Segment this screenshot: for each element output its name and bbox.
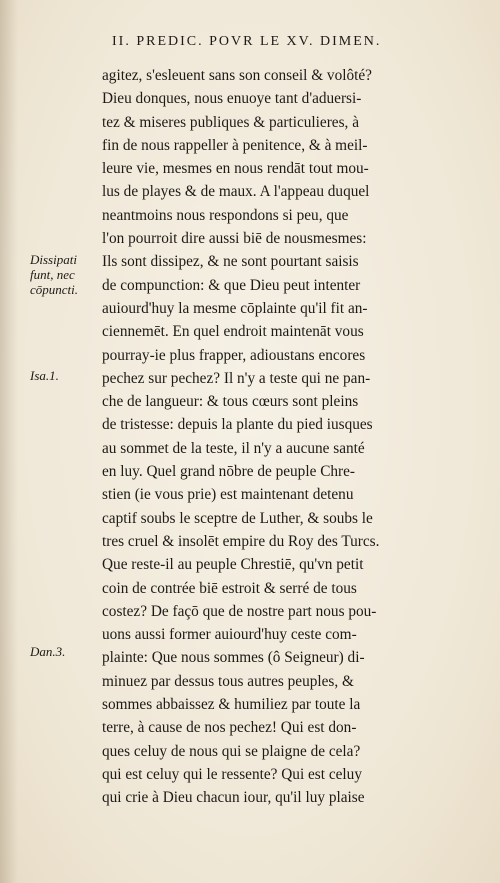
text-line: leure vie, mesmes en nous rendāt tout mou- [102, 160, 369, 178]
text-line: auiourd'huy la mesme cōplainte qu'il fit an- [102, 299, 368, 317]
text-line: ciennemēt. En quel endroit maintenāt vous [102, 323, 364, 341]
text-line: Que reste-il au peuple Chrestiē, qu'vn petit [102, 556, 364, 574]
text-line: lus de playes & de maux. A l'appeau duquel [102, 183, 370, 201]
text-line: de tristesse: depuis la plante du pied iusques [102, 416, 373, 434]
text-line: de compunction: & que Dieu peut intenter [102, 276, 361, 294]
text-line: sommes abbaissez & humiliez par toute la [102, 696, 361, 714]
body-text [102, 64, 472, 810]
spine-shadow [0, 0, 18, 883]
text-line: terre, à cause de nos pechez! Qui est don- [102, 719, 357, 737]
text-line: qui crie à Dieu chacun iour, qu'il luy plaise [102, 789, 365, 807]
text-line: agitez, s'esleuent sans son conseil & volôté? [102, 67, 372, 84]
text-line: captif soubs le sceptre de Luther, & soubs le [102, 509, 373, 527]
text-line: minuez par dessus tous autres peuples, & [102, 672, 354, 690]
text-line: tez & miseres publiques & particulieres, à [102, 113, 359, 131]
text-line: en luy. Quel grand nōbre de peuple Chre- [102, 463, 356, 481]
text-line: costez? De façō que de nostre part nous pou- [102, 602, 377, 620]
text-line: qui est celuy qui le ressente? Qui est celuy [102, 765, 362, 783]
margin-note-dissipati: Dissipati funt, nec cōpuncti. [30, 252, 79, 297]
margin-note-daniel: Dan.3. [30, 644, 66, 659]
text-line: plainte: Que nous sommes (ô Seigneur) di- [102, 649, 365, 667]
text-line: uons aussi former auiourd'huy ceste com- [102, 626, 357, 644]
text-line: pechez sur pechez? Il n'y a teste qui ne pan- [102, 369, 371, 387]
text-line: che de langueur: & tous cœurs sont pleins [102, 393, 359, 411]
text-line: tres cruel & insolēt empire du Roy des Turcs. [102, 532, 380, 550]
text-line: coin de contrée biē estroit & serré de tous [102, 579, 357, 597]
running-head: II. PREDIC. POVR LE XV. DIMEN. [112, 34, 382, 49]
text-line: stien (ie vous prie) est maintenant detenu [102, 486, 354, 504]
text-line: pourray-ie plus frapper, adioustans encores [102, 346, 366, 364]
text-line: Dieu donques, nous enuoye tant d'aduersi- [102, 90, 362, 108]
margin-note-isaiah: Isa.1. [30, 368, 59, 383]
text-line: l'on pourroit dire aussi biē de nousmesmes: [102, 230, 367, 248]
text-line: neantmoins nous respondons si peu, que [102, 206, 349, 224]
text-line: fin de nous rappeller à penitence, & à meil- [102, 136, 368, 154]
text-line: ques celuy de nous qui se plaigne de cela? [102, 742, 361, 760]
text-line: Ils sont dissipez, & ne sont pourtant saisis [102, 253, 359, 271]
text-line: au sommet de la teste, il n'y a aucune santé [102, 439, 365, 457]
